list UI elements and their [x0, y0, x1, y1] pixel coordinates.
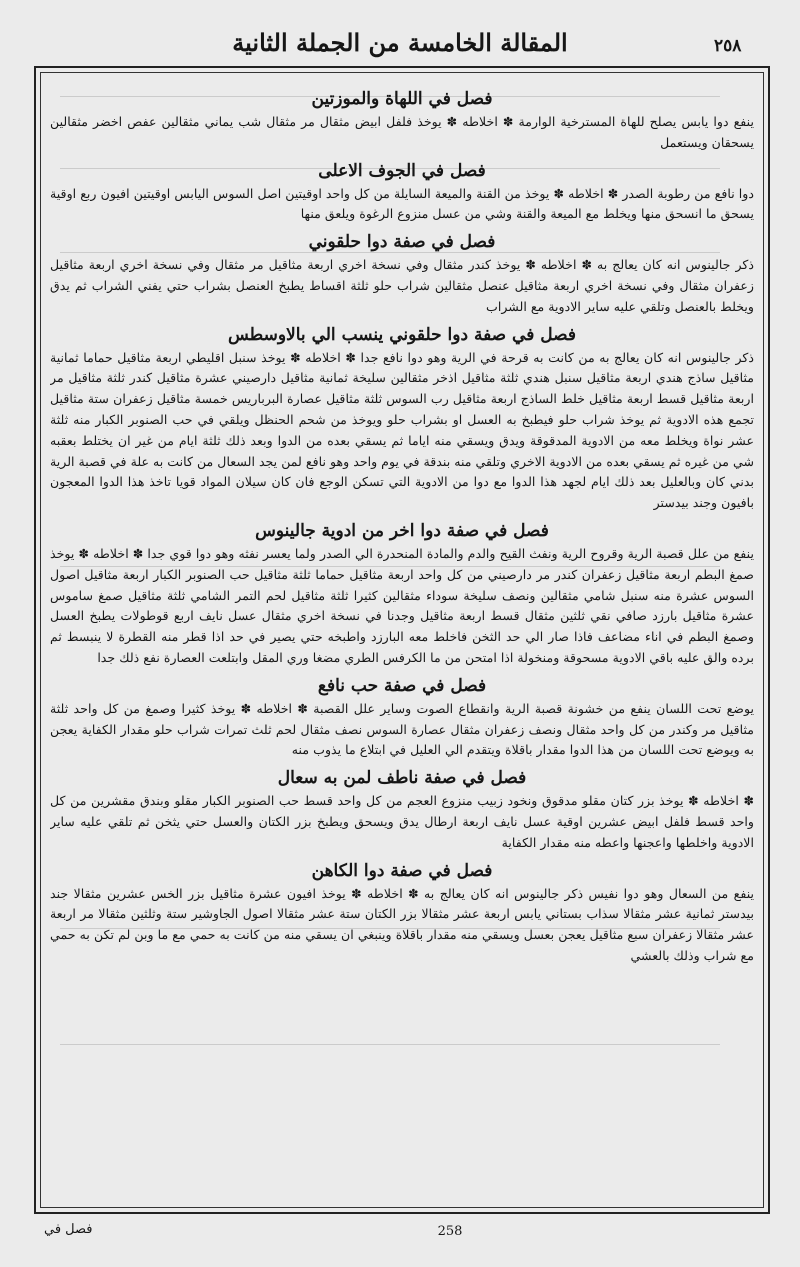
section-heading: فصل في صفة ناطف لمن به سعال: [277, 768, 527, 789]
footer-page-number: 258: [437, 1224, 463, 1239]
text-column: [50, 86, 754, 1198]
section-paragraph: ينفع دوا يابس يصلح للهاة المسترخية الوارمة ✽ اخلاطه ✽ يوخذ فلفل ابيض مثقال مر مثقال شب يماني مثقالين عفص اخضر مثقالين يسحقان ويستعمل: [50, 114, 754, 150]
section-heading: فصل في صفة دوا حلقوني ينسب الي بالاوسطس: [227, 324, 576, 345]
section-paragraph: ✽ اخلاطه ✽ يوخذ بزر كتان مقلو مدقوق ونخود زبيب منزوع العجم من كل واحد قسط حب الصنوبر الكبار مقلو وبندق مقشرين من كل واحد قسط فلفل ابيض عشرين اوقية عسل نايف اربعة ارطال يدق ويسحق ويطبخ بزر الكتان والعسل حتي يثخن ثم تلقي عليه ساير الادوية واخلطها واعجنها واعطه منه مقدار الكفاية: [50, 793, 754, 850]
section-heading: فصل في اللهاة والموزتين: [311, 89, 493, 109]
section-paragraph: ذكر جالينوس انه كان يعالج به من كانت به قرحة في الرية وهو دوا نافع جدا ✽ اخلاطه ✽ يوخذ سنبل اقليطي اربعة مثاقيل حماما ثمانية مثاقيل ساذج هندي اربعة مثاقيل سنبل هندي ثلثة مثاقيل اذخر مثقالين سليخة ثمانية مثاقيل دارصيني عشرة مثاقيل كندر ثلثة مثاقيل مر اربعة مثاقيل قسط اربعة مثاقيل خلط الساذج اربعة مثاقيل رب السوس ثلثة مثاقيل عصارة البرباريس خمسة مثاقيل زعفران ستة مثاقيل تجمع هذه الادوية ثم يوخذ شراب حلو فيطبخ به العسل او بشراب حلو ويوخذ من شحم الحنظل ويلقي في حب الصنوبر الكبار منه ثلثة عشر نواة ويخلط معه من الادوية المدقوقة ويدق ويسقي منه اياما ثم يسقي بعده من الدوا وبعد ذلك ثلثة ايام من غير ان يختلط بعقبه شي من غيره ثم يسقي بعده من الادوية الاخري وتلقي منه بندقة في يوم واحد وهو نافع لمن يجد السعال من كانت به علة في قصبة الرية بدني كان وبالعليل بعد ذلك ايام لجهد هذا الدوا مع دوا من الادوية التي تسكن الوجع فان كان سيلان المواد قويا تاخذ هذا الدوا المعجون بافيون وجند بيدستر: [50, 349, 754, 511]
header-page-number: ٢٥٨: [714, 36, 742, 56]
section-paragraph: دوا نافع من رطوبة الصدر ✽ اخلاطه ✽ يوخذ من القنة والميعة السايلة من كل واحد اوقيتين اصل السوس اليابس اوقيتين افيون ربع اوقية يسحق ما انسحق منها ويخلط مع الميعة والقنة وشي من عسل منزوع الرغوة ويلعق منها: [50, 185, 754, 222]
section-heading: فصل في الجوف الاعلى: [318, 160, 486, 181]
section-heading: فصل في صفة دوا اخر من ادوية جالينوس: [255, 520, 549, 541]
section-paragraph: ينفع من علل قصبة الرية وقروح الرية ونفث القيح والدم والمادة المنحدرة الي الصدر ولما يعسر نفثه وهو دوا قوي جدا ✽ اخلاطه ✽ يوخذ صمغ البطم اربعة مثاقيل زعفران كندر مر دارصيني من كل واحد اربعة مثاقيل حماما ثلثة مثاقيل حب الصنوبر الكبار اربعة مثاقيل اصول السوس عشرة منه سنبل شامي مثقالين ونصف سليخة سوداء مثقالين كثيرا ثلثة مثاقيل لحم التمر الشامي ثلثة مثاقيل صمغ ساموس عشرة مثاقيل بارزد صافي نقي ثلثين مثقال قسط اربعة مثاقيل وجدنا في نسخة اخري مثقال عسل نايف اربع قوطولات يطبخ العسل وصمغ البطم في اناء مضاعف فاذا صار الي حد الثخن فاخلط معه البارزد واطبخه حتي يصير في حد اذا قطر منه القطرة لا ينبسط ثم برده والق عليه باقي الادوية مسحوقة ومنخولة اذا امتحن من ما الكرفس الطري مضغا وري المقل وابتلعت العصارة نفع ذلك جدا: [50, 545, 754, 665]
section-heading: فصل في صفة حب نافع: [317, 675, 487, 696]
section-heading: فصل في صفة دوا حلقوني: [308, 232, 496, 253]
catchword: فصل في: [44, 1222, 93, 1237]
section-paragraph: يوضع تحت اللسان ينفع من خشونة قصبة الرية وانقطاع الصوت وساير علل القصبة ✽ اخلاطه ✽ يوخذ كثيرا وصمغ من كل واحد ثلثة مثاقيل مر وكندر من كل واحد مثقال ونصف زعفران مثقال عصارة السوس نصف مثقال لحم ثلث تمرات شراب حلو مقدار الكفاية يعجن به ويوضع تحت اللسان من هذا الدوا مقدار باقلاة ويتقدم الي العليل في ابتلاع ما يذوب منه: [50, 700, 754, 758]
section-heading: فصل في صفة دوا الكاهن: [311, 860, 493, 881]
section-paragraph: ذكر جالينوس انه كان يعالج به ✽ اخلاطه ✽ يوخذ كندر مثقال وفي نسخة اخري اربعة مثاقيل مر مثقال وفي نسخة اخري اربعة مثاقيل زعفران مثقال وفي نسخة اخري اربعة مثاقيل عنصل مثقالين شراب حلو ثلثة اقساط يطبخ العنصل بشراب حتي يفني الشراب ثم يدق ويخلط بالعنصل وتلقي عليه ساير الادوية مع الشراب: [50, 257, 754, 314]
running-header-title: المقالة الخامسة من الجملة الثانية: [232, 28, 568, 57]
section-paragraph: ينفع من السعال وهو دوا نفيس ذكر جالينوس انه كان يعالج به ✽ اخلاطه ✽ يوخذ افيون عشرة مثاقيل بزر الخس عشرين مثقالا جند بيدستر ثمانية عشر مثقالا سذاب بستاني يابس اربعة عشر مثقالا بزر الكتان ستة عشر مثقالا اصول الجاوشير ستة وثلثين مثقالا مر اربعة عشر مثقالا زعفران سبع مثاقيل يعجن بعسل ويسقي منه مقدار باقلاة وينبغي ان يسقي منه من كانت به حمي مع ما وبن لم تكن به حمي مع شراب وذلك بالعشي: [50, 885, 754, 963]
